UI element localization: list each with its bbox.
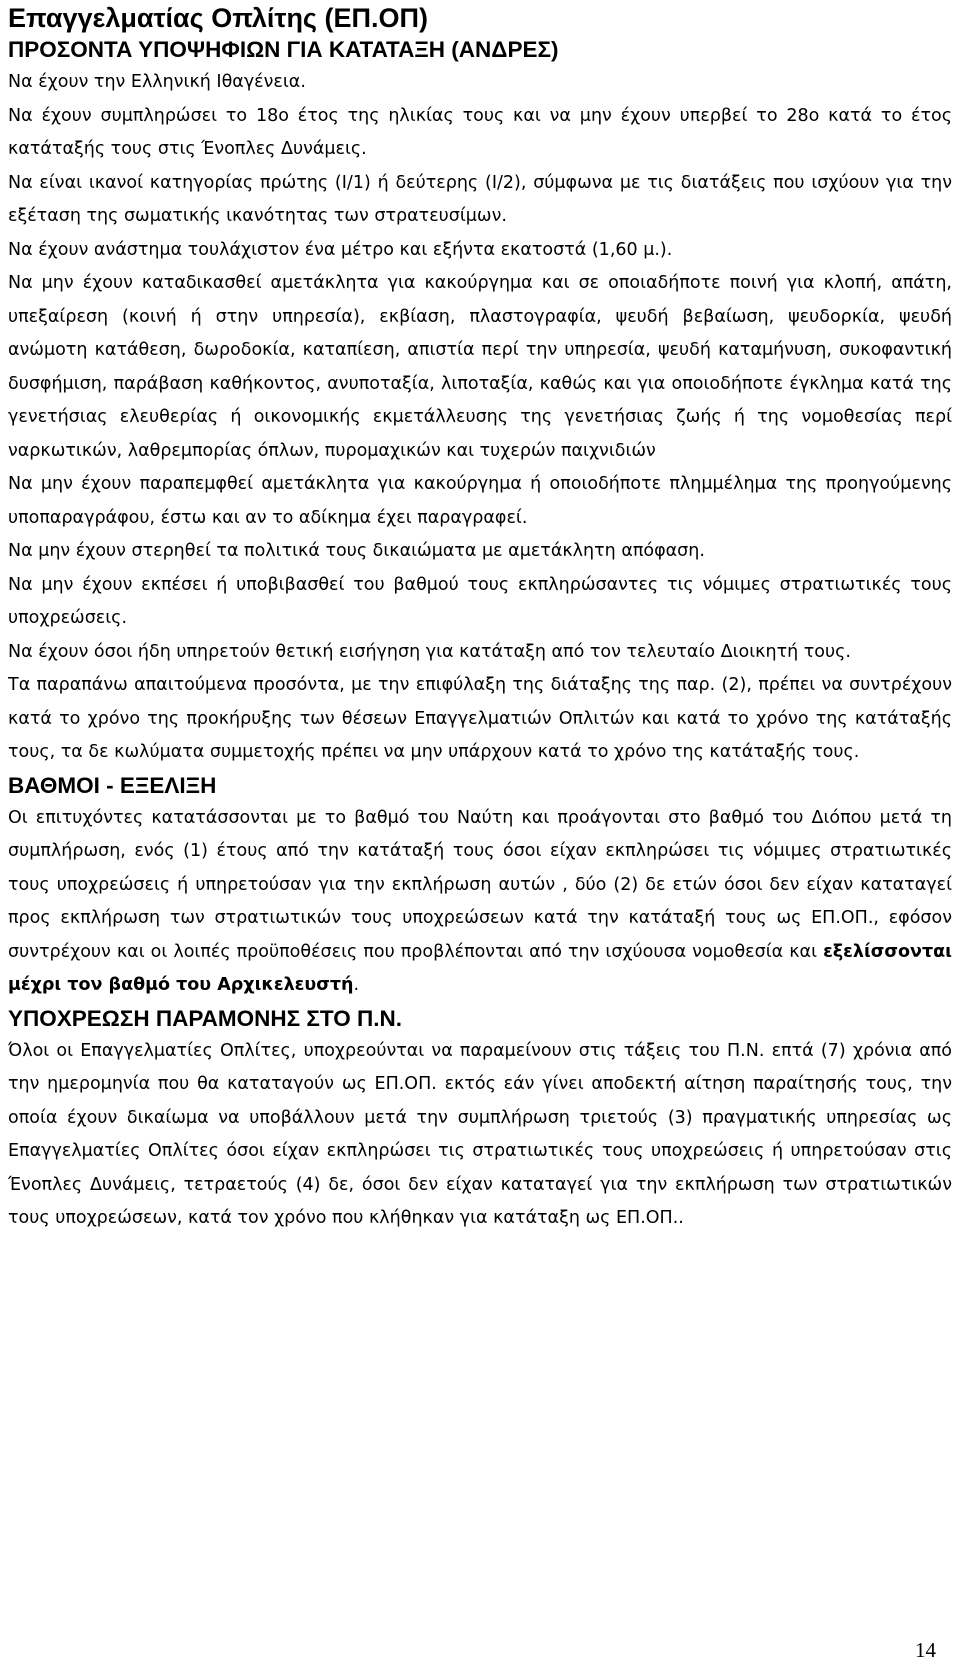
requirement-no-demotion: Να μην έχουν εκπέσει ή υποβιβασθεί του βαθμού τους εκπληρώσαντες τις νόμιμες στρατιωτικές τους υποχρεώσεις. xyxy=(8,574,952,628)
requirement-nationality: Να έχουν την Ελληνική Ιθαγένεια. xyxy=(8,72,306,92)
requirements-section xyxy=(8,34,952,770)
requirement-political-rights: Να μην έχουν στερηθεί τα πολιτικά τους δικαιώματα με αμετάκλητη απόφαση. xyxy=(8,541,705,561)
ranks-paragraph xyxy=(8,802,952,1003)
obligation-section xyxy=(8,1003,952,1236)
ranks-text-bold: εξελίσσονται μέχρι τον βαθμό του Αρχικελευστή xyxy=(8,941,952,995)
requirements-heading: ΠΡΟΣΟΝΤΑ ΥΠΟΨΗΦΙΩΝ ΓΙΑ ΚΑΤΑΤΑΞΗ (ΑΝΔΡΕΣ) xyxy=(8,37,559,62)
document-title: Επαγγελματίας Οπλίτης (ΕΠ.ΟΠ) xyxy=(8,3,428,33)
requirement-recommendation: Να έχουν όσοι ήδη υπηρετούν θετική εισήγηση για κατάταξη από τον τελευταίο Διοικητή τους. xyxy=(8,641,851,662)
ranks-text: Οι επιτυχόντες κατατάσσονται με το βαθμό του Ναύτη και προάγονται στο βαθμό του Διόπου μετά τη συμπλήρωση, ενός (1) έτους από την κατάταξή τους όσοι είχαν εκπληρώσει τις νόμιμες στρατιωτικές τους υποχρεώσεις ή υπηρετούσαν για την εκπλήρωση αυτών , δύο (2) δε ετών όσοι δεν είχαν καταταγεί προς εκπλήρωση των στρατιωτικών τους υποχρεώσεων κατά την κατάταξή τους ως ΕΠ.ΟΠ., εφόσον συντρέχουν και οι λοιπές προϋποθέσεις που προβλέπονται από την ισχύουσα νομοθεσία και xyxy=(8,807,952,962)
page-number: 14 xyxy=(915,1638,936,1662)
requirement-age: Να έχουν συμπληρώσει το 18ο έτος της ηλικίας τους και να μην έχουν υπερβεί το 28ο κατά το έτος κατάταξής τους στις Ένοπλες Δυνάμεις. xyxy=(8,105,952,159)
requirement-height: Να έχουν ανάστημα τουλάχιστον ένα μέτρο και εξήντα εκατοστά (1,60 μ.). xyxy=(8,239,673,260)
obligation-heading: ΥΠΟΧΡΕΩΣΗ ΠΑΡΑΜΟΝΗΣ ΣΤΟ Π.Ν. xyxy=(8,1005,402,1031)
ranks-text-end: . xyxy=(353,975,360,995)
document-page xyxy=(8,0,952,1678)
requirement-fitness: Να είναι ικανοί κατηγορίας πρώτης (Ι/1) ή δεύτερης (Ι/2), σύμφωνα με τις διατάξεις που ισχύουν για την εξέταση της σωματικής ικανότητας των στρατευσίμων. xyxy=(8,172,952,226)
ranks-section xyxy=(8,770,952,1003)
requirement-no-conviction: Να μην έχουν καταδικασθεί αμετάκλητα για κακούργημα και σε οποιαδήποτε ποινή για κλοπή, απάτη, υπεξαίρεση (κοινή ή στην υπηρεσία), εκβίαση, πλαστογραφία, ψευδή βεβαίωση, ψευδορκία, ψευδή ανώμοτη κατάθεση, δωροδοκία, καταπίεση, απιστία περί την υπηρεσία, ψευδή καταμήνυση, συκοφαντική δυσφήμιση, παράβαση καθήκοντος, ανυποταξία, λιποταξία, καθώς και για οποιοδήποτε έγκλημα κατά της γενετήσιας ελευθερίας ή οικονομικής εκμετάλλευσης της γενετήσιας ζωής ή της νομοθεσίας περί ναρκωτικών, λαθρεμπορίας όπλων, πυρομαχικών και τυχερών παιχνιδιών xyxy=(8,273,952,461)
obligation-paragraph: Όλοι οι Επαγγελματίες Οπλίτες, υποχρεούνται να παραμείνουν στις τάξεις του Π.Ν. επτά (7) χρόνια από την ημερομηνία που θα καταταγούν ως ΕΠ.ΟΠ. εκτός εάν γίνει αποδεκτή αίτηση παραίτησής τους, την οποία έχουν δικαίωμα να υποβάλλουν μετά την συμπλήρωση τριετούς (3) πραγματικής υπηρεσίας ως Επαγγελματίες Οπλίτες όσοι είχαν εκπληρώσει τις στρατιωτικές τους υποχρεώσεις ή υπηρετούσαν στις Ένοπλες Δυνάμεις, τετραετούς (4) δε, όσοι δεν είχαν καταταγεί για την εκπλήρωση των στρατιωτικών τους υποχρεώσεων, κατά τον χρόνο που κλήθηκαν για κατάταξη ως ΕΠ.ΟΠ.. xyxy=(8,1040,952,1228)
requirements-timing-note: Τα παραπάνω απαιτούμενα προσόντα, με την επιφύλαξη της διάταξης της παρ. (2), πρέπει να συντρέχουν κατά το χρόνο της προκήρυξης των θέσεων Επαγγελματιών Οπλιτών και κατά το χρόνο της κατάταξής τους, τα δε κωλύματα συμμετοχής πρέπει να μην υπάρχουν κατά το χρόνο της κατάταξής τους. xyxy=(8,675,952,762)
requirement-no-referral: Να μην έχουν παραπεμφθεί αμετάκλητα για κακούργημα ή οποιοδήποτε πλημμέλημα της προηγούμενης υποπαραγράφου, έστω και αν το αδίκημα έχει παραγραφεί. xyxy=(8,474,952,528)
ranks-heading: ΒΑΘΜΟΙ - ΕΞΕΛΙΞΗ xyxy=(8,772,217,798)
